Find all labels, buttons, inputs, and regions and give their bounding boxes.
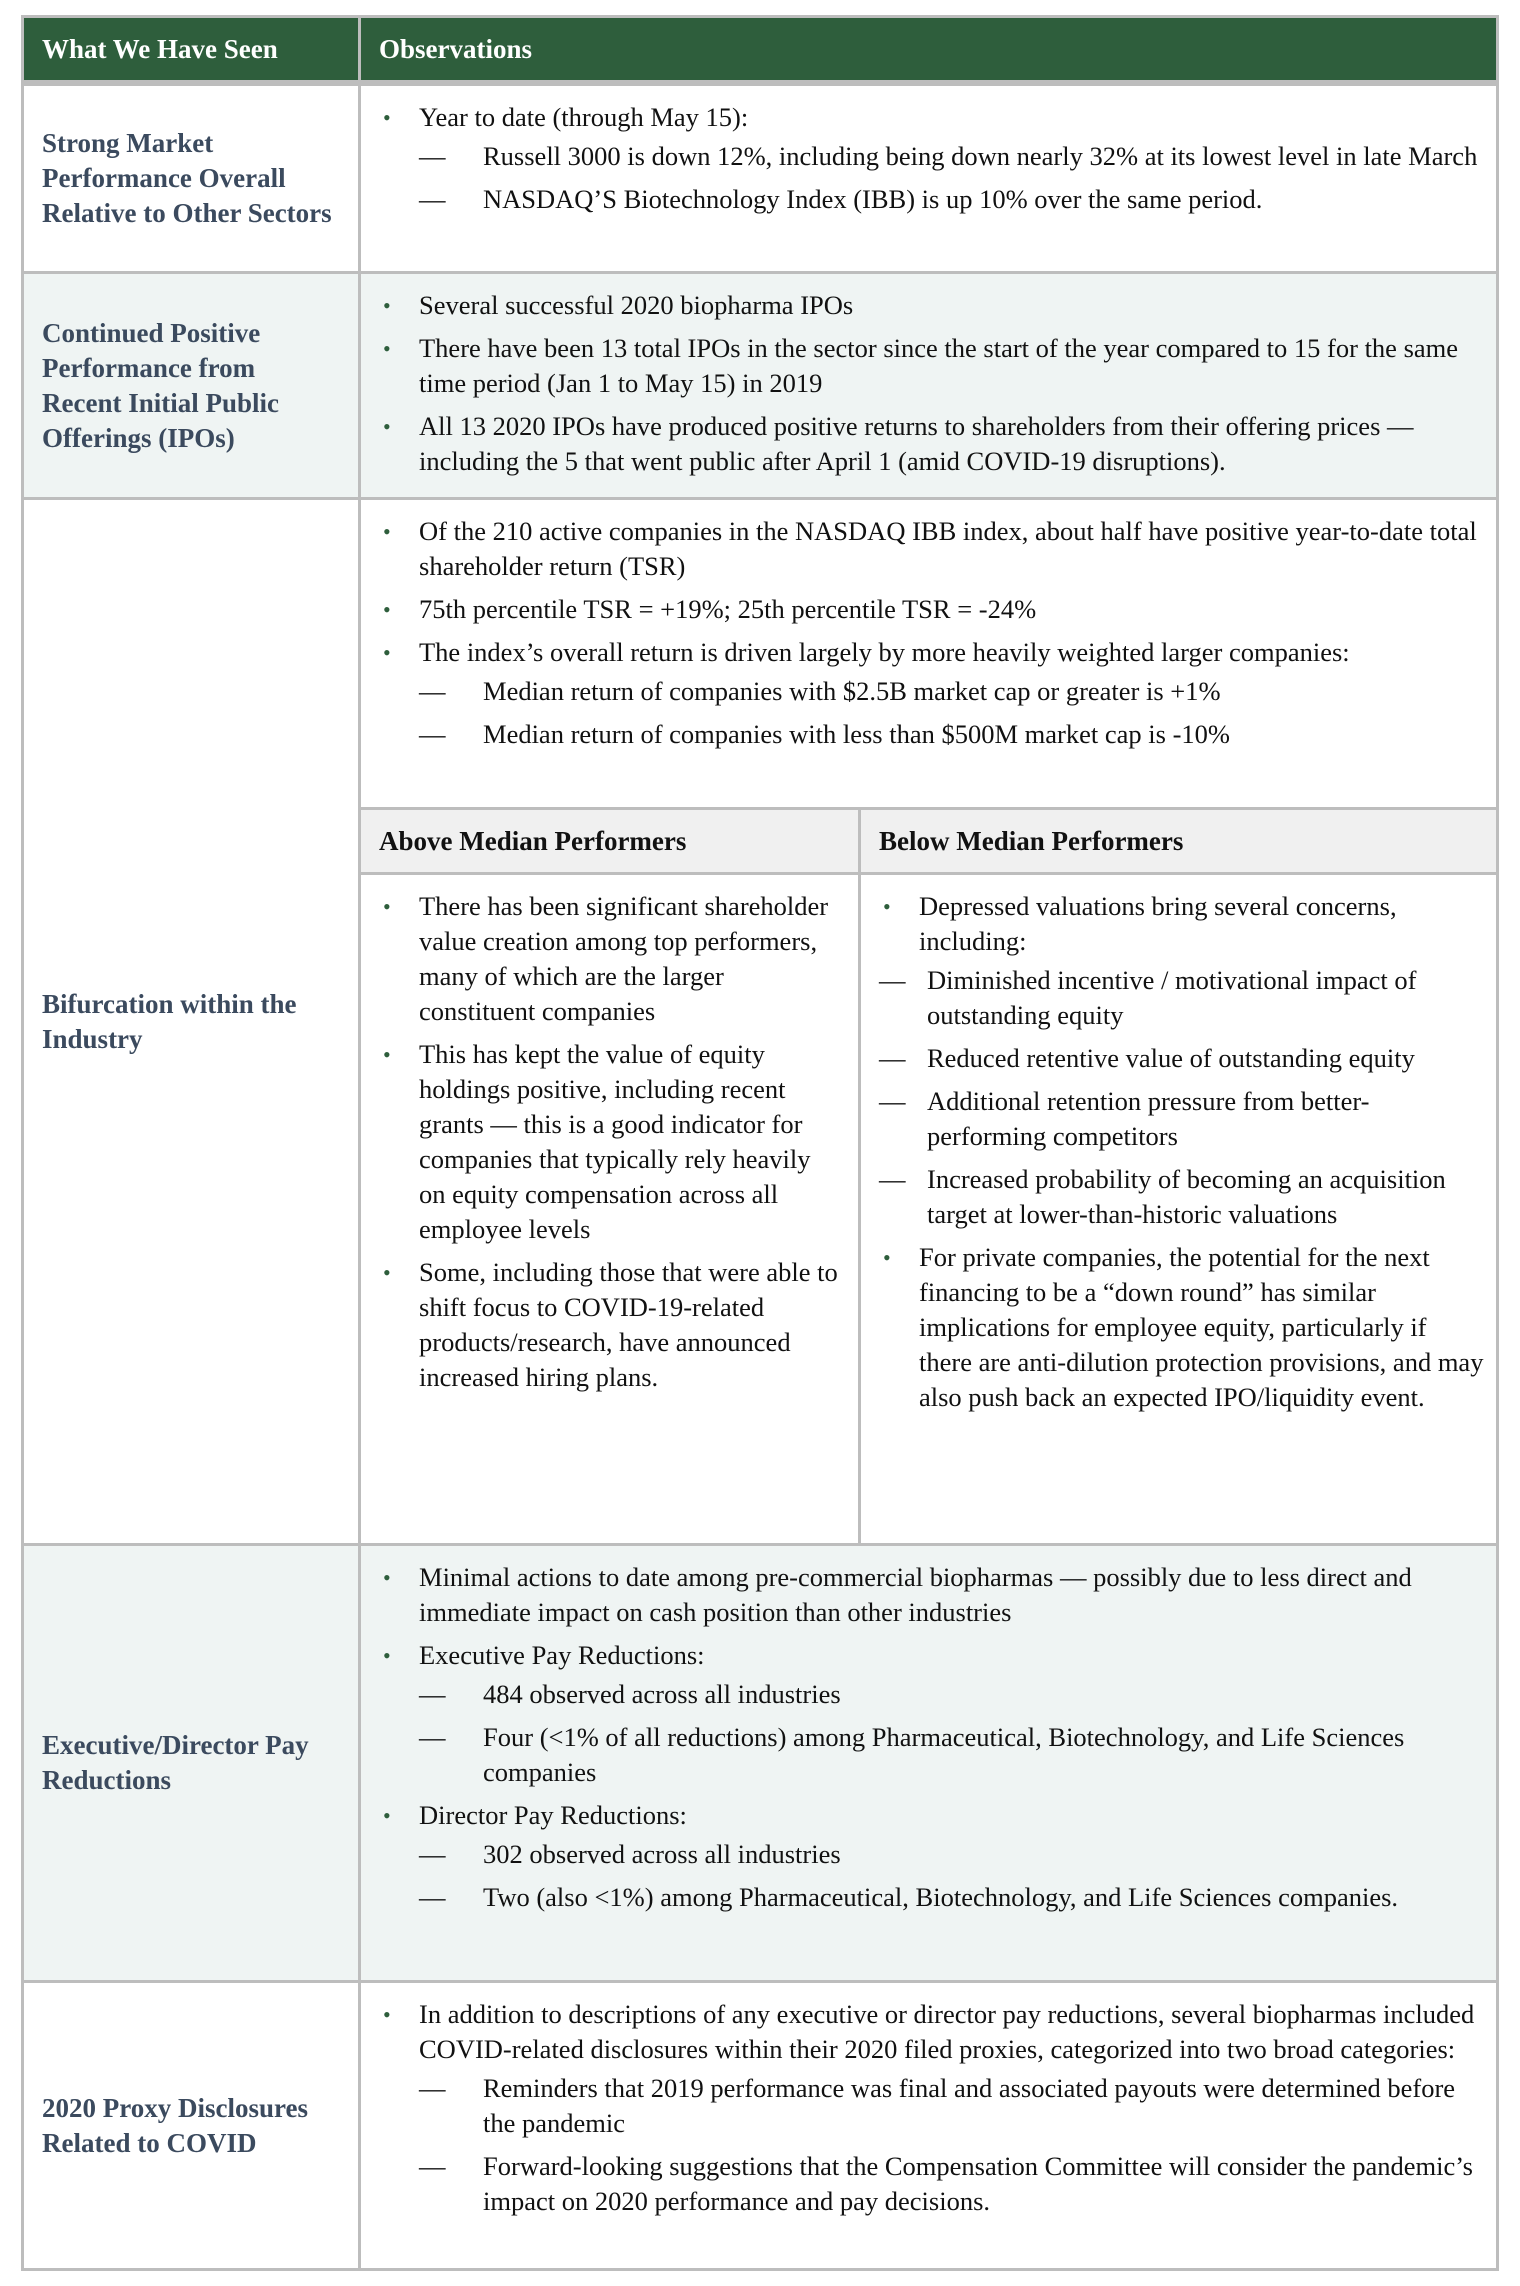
dash-icon: — [419, 141, 446, 171]
sub-item: — Additional retention pressure from better-performing competitors [879, 1086, 1370, 1151]
row-label: Strong Market Performance Overall Relative to Other Sectors [24, 86, 361, 271]
table-header-row [24, 18, 1496, 83]
dash-icon: — [419, 1722, 446, 1752]
dash-icon: — [419, 2151, 446, 2181]
table-row [24, 1543, 1496, 1980]
sub-item: — 484 observed across all industries [419, 1677, 1478, 1712]
sub-item: — Median return of companies with $2.5B market cap or greater is +1% [419, 674, 1478, 709]
row-label: Bifurcation within the Industry [24, 500, 361, 1543]
dash-icon: — [419, 1882, 446, 1912]
dash-icon: — [879, 965, 906, 995]
dash-icon: — [879, 1043, 906, 1073]
bullet-item: • Director Pay Reductions: — 302 observed across all industries — Two (also <1%) among Pharmaceutical, Biotechnology, and Life Sciences companies. [379, 1798, 1478, 1915]
header-what-we-have-seen: What We Have Seen [24, 18, 361, 80]
sub-item: — Russell 3000 is down 12%, including being down nearly 32% at its lowest level in late March [419, 139, 1478, 174]
bullet-item: • In addition to descriptions of any executive or director pay reductions, several biopharmas included COVID-related disclosures within their 2020 filed proxies, categorized into two broad categories: — Reminders that 2019 performance was final and associated payouts were determined before the pandemic — Forward-looking suggestions that the Compensation Committee will consider the pandemic’s impact on 2020 performance and pay decisions. [379, 1997, 1478, 2219]
bullet-item: • Minimal actions to date among pre-commercial biopharmas — possibly due to less direct and immediate impact on cash position than other industries [379, 1560, 1478, 1630]
sub-item: — Increased probability of becoming an acquisition target at lower-than-historic valuations [879, 1164, 1446, 1229]
above-median-column [361, 875, 861, 1543]
sub-item: — Forward-looking suggestions that the Compensation Committee will consider the pandemic’s impact on 2020 performance and pay decisions. [419, 2151, 1473, 2216]
dash-icon: — [419, 719, 446, 749]
bullet-item: • There have been 13 total IPOs in the sector since the start of the year compared to 15 for the same time period (Jan 1 to May 15) in 2019 [379, 331, 1478, 401]
performers-columns [361, 875, 1496, 1543]
dash-icon: — [419, 676, 446, 706]
table-row [24, 271, 1496, 497]
row-label: Continued Positive Performance from Recent Initial Public Offerings (IPOs) [24, 274, 361, 497]
header-observations: Observations [379, 33, 533, 64]
sub-item: — Diminished incentive / motivational impact of outstanding equity [879, 965, 1417, 1030]
row-observations [361, 500, 1496, 1543]
sub-item: — Two (also <1%) among Pharmaceutical, Biotechnology, and Life Sciences companies. [419, 1880, 1478, 1915]
bullet-item: • Depressed valuations bring several concerns, including: — Diminished incentive / motivational impact of outstanding equity — Reduced retentive value of outstanding equity — Additional retention pressure from better-performing competitors — Increased probability of becoming an acquisition target at lower-than-historic valuations [879, 889, 1484, 1232]
sub-item: — 302 observed across all industries [419, 1837, 1478, 1872]
row-observations [361, 86, 1496, 271]
dash-icon: — [879, 1164, 906, 1194]
row-observations [361, 274, 1496, 497]
sub-item: — Reduced retentive value of outstanding equity [879, 1041, 1484, 1076]
bullet-item: • There has been significant shareholder value creation among top performers, many of which are the larger constituent companies [379, 889, 840, 1029]
bullet-item: • 75th percentile TSR = +19%; 25th percentile TSR = -24% [379, 592, 1478, 627]
dash-icon: — [879, 1086, 906, 1116]
dash-icon: — [419, 1839, 446, 1869]
sub-item: — Four (<1% of all reductions) among Pharmaceutical, Biotechnology, and Life Sciences companies [419, 1722, 1405, 1787]
sub-item: — NASDAQ’S Biotechnology Index (IBB) is up 10% over the same period. [419, 182, 1478, 217]
bullet-item: • Year to date (through May 15): — Russell 3000 is down 12%, including being down nearly 32% at its lowest level in late March — NASDAQ’S Biotechnology Index (IBB) is up 10% over the same period. [379, 100, 1478, 217]
bifurcation-intro [361, 500, 1496, 807]
bullet-item: • For private companies, the potential for the next financing to be a “down round” has similar implications for employee equity, particularly if there are anti-dilution protection provisions, and may also push back an expected IPO/liquidity event. [879, 1240, 1484, 1415]
row-observations [361, 1546, 1496, 1980]
table-row [24, 1980, 1496, 2268]
bullet-item: • Executive Pay Reductions: — 484 observed across all industries — Four (<1% of all reductions) among Pharmaceutical, Biotechnology, and Life Sciences companies [379, 1638, 1478, 1790]
performers-subheader [361, 807, 1496, 875]
bullet-item: • Of the 210 active companies in the NASDAQ IBB index, about half have positive year-to-date total shareholder return (TSR) [379, 514, 1478, 584]
below-median-title: Below Median Performers [879, 825, 1184, 856]
dash-icon: — [419, 1679, 446, 1709]
dash-icon: — [419, 2073, 446, 2103]
row-observations [361, 1983, 1496, 2268]
bullet-item: • All 13 2020 IPOs have produced positive returns to shareholders from their offering prices — including the 5 that went public after April 1 (amid COVID-19 disruptions). [379, 409, 1478, 479]
row-label: 2020 Proxy Disclosures Related to COVID [24, 1983, 361, 2268]
dash-icon: — [419, 184, 446, 214]
sub-item: — Median return of companies with less than $500M market cap is -10% [419, 717, 1478, 752]
sub-item: — Reminders that 2019 performance was final and associated payouts were determined before the pandemic [419, 2073, 1456, 2138]
table-row [24, 497, 1496, 1543]
observations-table [21, 15, 1499, 2271]
bullet-item: • Several successful 2020 biopharma IPOs [379, 288, 1478, 323]
bullet-item: • The index’s overall return is driven largely by more heavily weighted larger companies: — Median return of companies with $2.5B market cap or greater is +1% — Median return of companies with less than $500M market cap is -10% [379, 635, 1478, 752]
table-row [24, 83, 1496, 271]
row-label: Executive/Director Pay Reductions [24, 1546, 361, 1980]
bullet-item: • This has kept the value of equity holdings positive, including recent grants — this is a good indicator for companies that typically rely heavily on equity compensation across all employee levels [379, 1037, 840, 1247]
bullet-item: • Some, including those that were able to shift focus to COVID-19-related products/research, have announced increased hiring plans. [379, 1255, 840, 1395]
below-median-column [861, 875, 1496, 1543]
above-median-title: Above Median Performers [361, 810, 861, 872]
